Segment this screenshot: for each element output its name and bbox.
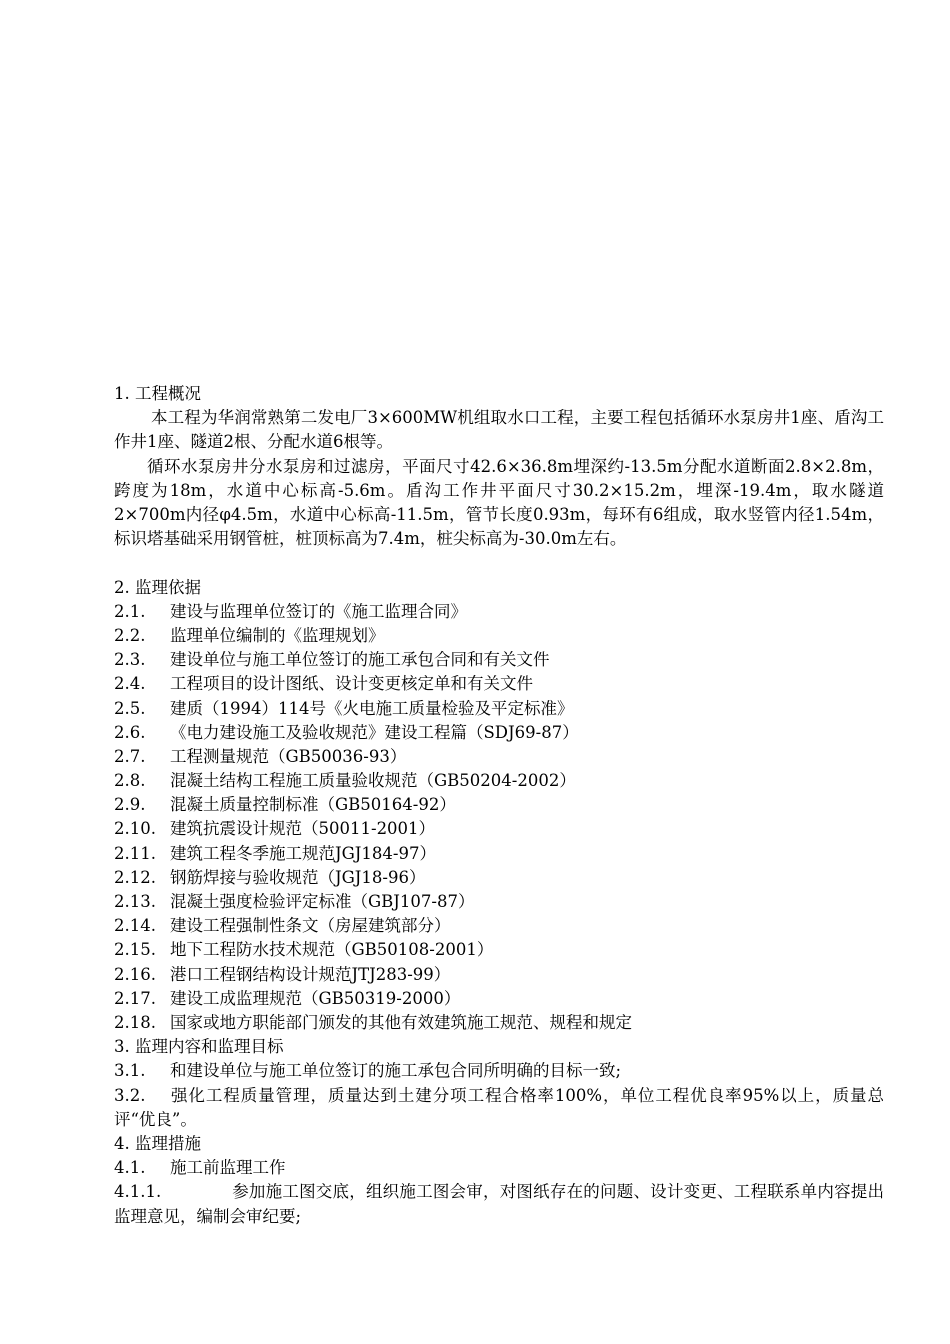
list-item bbox=[114, 842, 884, 866]
list-item bbox=[114, 963, 884, 987]
section-1-paragraph-1: 本工程为华润常熟第二发电厂3×600MW机组取水口工程，主要工程包括循环水泵房井1座、盾沟工作井1座、隧道2根、分配水道6根等。 bbox=[114, 408, 884, 452]
list-item bbox=[114, 672, 884, 696]
list-item bbox=[114, 1011, 884, 1035]
item-number: 2.17. bbox=[114, 988, 156, 1008]
item-number: 2.8. bbox=[114, 771, 146, 791]
sub-heading bbox=[114, 1156, 884, 1180]
list-item bbox=[114, 1084, 884, 1132]
list-item bbox=[114, 1059, 884, 1083]
list-item bbox=[114, 1180, 884, 1228]
section-2-heading: 2. 监理依据 bbox=[114, 577, 201, 597]
list-item bbox=[114, 648, 884, 672]
item-number: 3.2. bbox=[114, 1085, 146, 1105]
item-number: 4.1. bbox=[114, 1158, 146, 1178]
blank-line bbox=[114, 551, 884, 575]
item-number: 2.2. bbox=[114, 625, 146, 645]
section-1-heading: 1. 工程概况 bbox=[114, 384, 201, 403]
item-number: 2.12. bbox=[114, 867, 156, 887]
list-item bbox=[114, 624, 884, 648]
item-number: 4.1.1. bbox=[114, 1182, 162, 1202]
item-text: 监理单位编制的《监理规划》 bbox=[170, 625, 385, 645]
item-text: 建设与监理单位签订的《施工监理合同》 bbox=[170, 601, 467, 621]
section-4-heading: 4. 监理措施 bbox=[114, 1133, 201, 1153]
item-number: 2.9. bbox=[114, 795, 146, 815]
item-number: 2.3. bbox=[114, 650, 146, 670]
list-item bbox=[114, 721, 884, 745]
list-item bbox=[114, 817, 884, 841]
list-item bbox=[114, 769, 884, 793]
item-number: 2.18. bbox=[114, 1012, 156, 1032]
list-item bbox=[114, 987, 884, 1011]
item-text: 混凝土结构工程施工质量验收规范（GB50204-2002） bbox=[170, 771, 576, 791]
item-text: 《电力建设施工及验收规范》建设工程篇（SDJ69-87） bbox=[170, 722, 579, 742]
item-number: 2.13. bbox=[114, 892, 156, 912]
item-text: 混凝土强度检验评定标准（GBJ107-87） bbox=[170, 892, 475, 912]
item-text: 强化工程质量管理，质量达到土建分项工程合格率100%，单位工程优良率95%以上，质量总评“优良”。 bbox=[114, 1085, 884, 1129]
list-item bbox=[114, 745, 884, 769]
list-item bbox=[114, 600, 884, 624]
section-3-heading: 3. 监理内容和监理目标 bbox=[114, 1037, 284, 1057]
item-number: 2.10. bbox=[114, 819, 156, 839]
item-number: 2.7. bbox=[114, 746, 146, 766]
document-body bbox=[114, 382, 884, 1229]
list-item bbox=[114, 914, 884, 938]
list-item bbox=[114, 793, 884, 817]
item-number: 2.14. bbox=[114, 916, 156, 936]
item-text: 工程测量规范（GB50036-93） bbox=[170, 746, 407, 766]
list-item bbox=[114, 697, 884, 721]
item-number: 2.11. bbox=[114, 843, 156, 863]
item-text: 混凝土质量控制标准（GB50164-92） bbox=[170, 795, 456, 815]
item-text: 港口工程钢结构设计规范JTJ283-99） bbox=[170, 964, 451, 984]
list-item bbox=[114, 938, 884, 962]
item-text: 参加施工图交底，组织施工图会审，对图纸存在的问题、设计变更、工程联系单内容提出监理意见，编制会审纪要; bbox=[114, 1182, 884, 1226]
item-text: 建质（1994）114号《火电施工质量检验及平定标准》 bbox=[170, 698, 574, 718]
item-text: 和建设单位与施工单位签订的施工承包合同所明确的目标一致; bbox=[170, 1061, 622, 1081]
item-text: 工程项目的设计图纸、设计变更核定单和有关文件 bbox=[170, 674, 533, 694]
item-text: 建筑抗震设计规范（50011-2001） bbox=[170, 819, 436, 839]
item-number: 2.1. bbox=[114, 601, 146, 621]
item-number: 2.5. bbox=[114, 698, 146, 718]
list-item bbox=[114, 866, 884, 890]
item-text: 地下工程防水技术规范（GB50108-2001） bbox=[170, 940, 494, 960]
item-number: 2.15. bbox=[114, 940, 156, 960]
list-item bbox=[114, 890, 884, 914]
item-text: 建设工成监理规范（GB50319-2000） bbox=[170, 988, 461, 1008]
item-number: 3.1. bbox=[114, 1061, 146, 1081]
item-text: 建设单位与施工单位签订的施工承包合同和有关文件 bbox=[170, 650, 550, 670]
item-number: 2.4. bbox=[114, 674, 146, 694]
item-number: 2.16. bbox=[114, 964, 156, 984]
item-text: 施工前监理工作 bbox=[170, 1158, 286, 1178]
section-2-list bbox=[114, 600, 884, 1035]
section-1-paragraph-2: 循环水泵房井分水泵房和过滤房，平面尺寸42.6×36.8m埋深约-13.5m分配水道断面2.8×2.8m，跨度为18m，水道中心标高-5.6m。盾沟工作井平面尺寸30.2×15.2m，埋深-19.4m，取水隧道2×700m内径φ4.5m，水道中心标高-11.5m，管节长度0.93m，每环有6组成，取水竖管内径1.54m，标识塔基础采用钢管桩，桩顶标高为7.4m，桩尖标高为-30.0m左右。 bbox=[114, 456, 884, 549]
item-text: 建筑工程冬季施工规范JGJ184-97） bbox=[170, 843, 436, 863]
item-number: 2.6. bbox=[114, 722, 146, 742]
item-text: 钢筋焊接与验收规范（JGJ18-96） bbox=[170, 867, 426, 887]
item-text: 建设工程强制性条文（房屋建筑部分） bbox=[170, 916, 451, 936]
item-text: 国家或地方职能部门颁发的其他有效建筑施工规范、规程和规定 bbox=[170, 1012, 632, 1032]
